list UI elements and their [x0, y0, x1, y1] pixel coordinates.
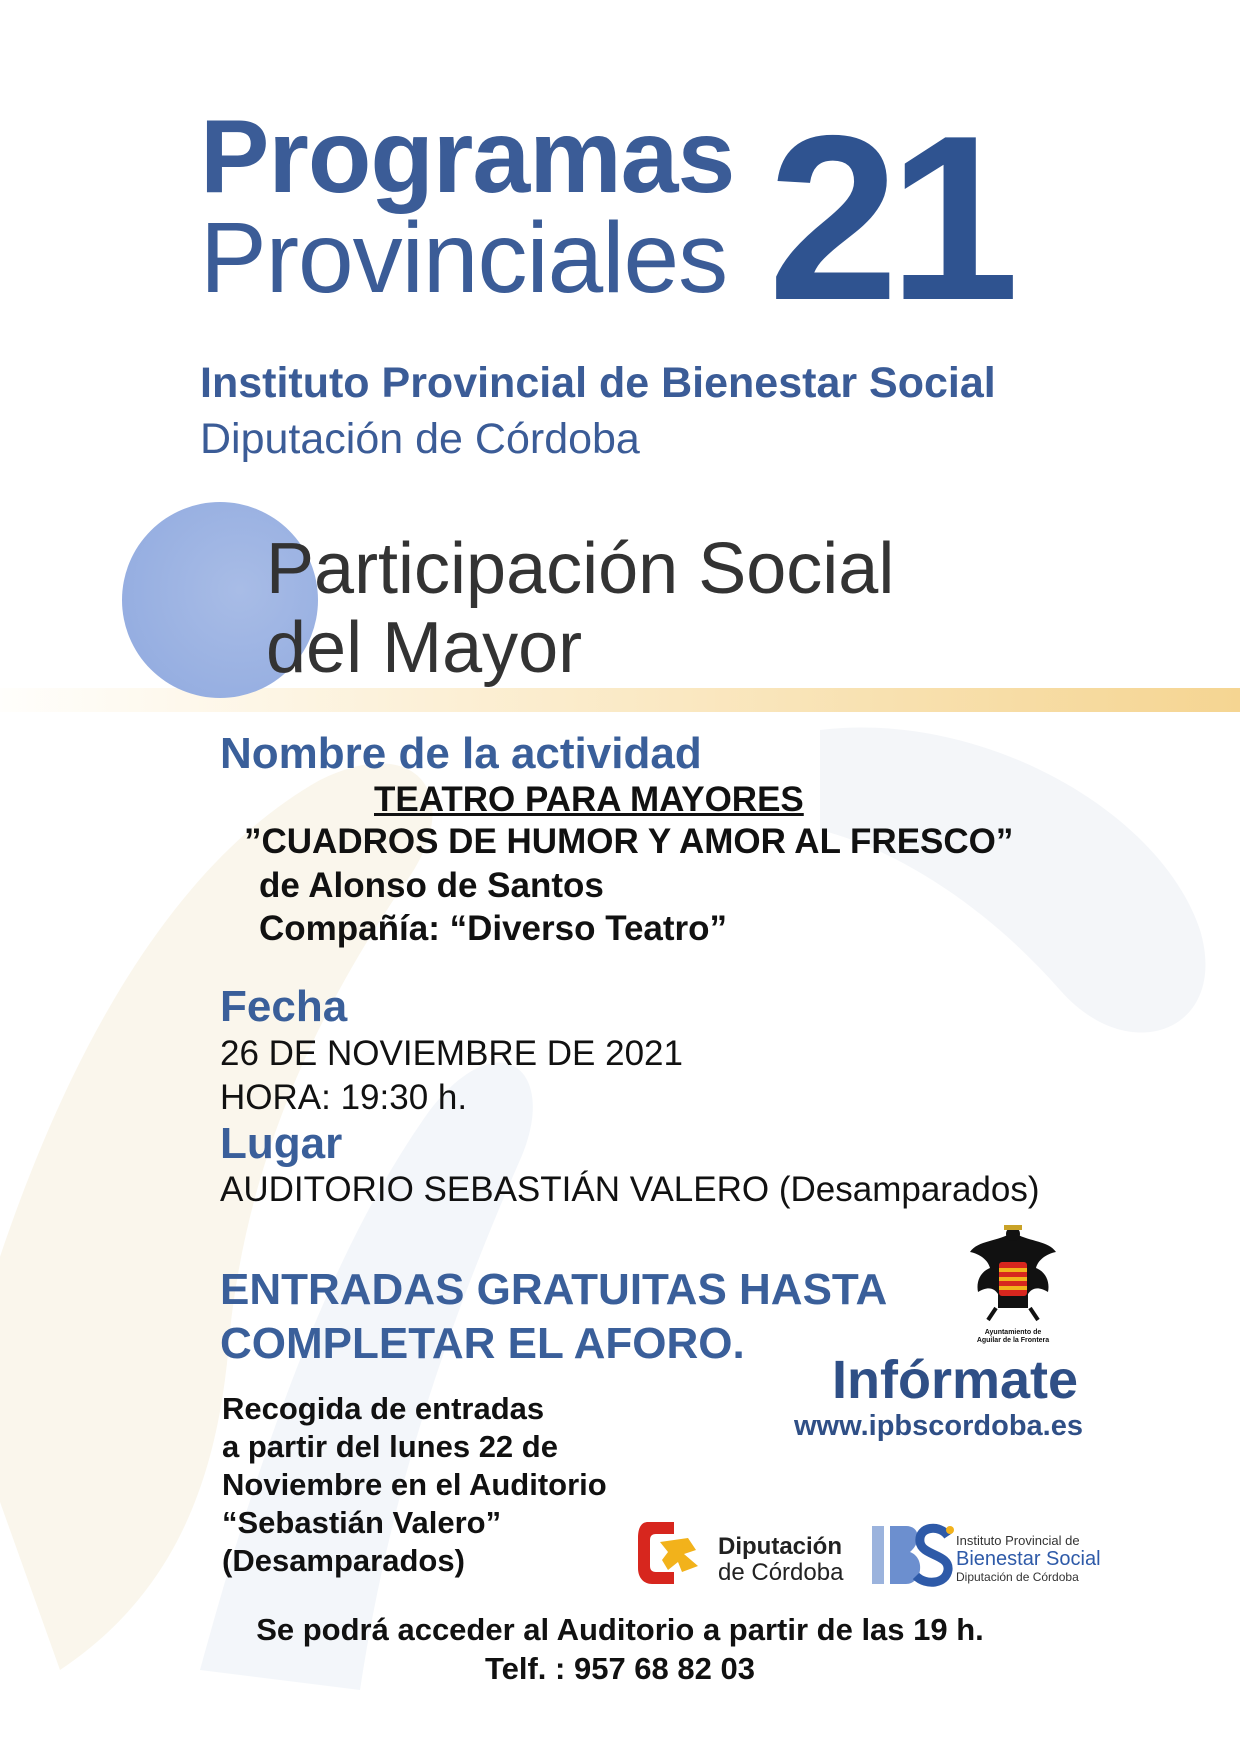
- municipal-seal: [968, 1222, 1058, 1345]
- activity-line3: de Alonso de Santos: [259, 866, 604, 905]
- info-title: Infórmate: [832, 1350, 1079, 1410]
- pickup-line: (Desamparados): [222, 1543, 465, 1578]
- tickets-line1: ENTRADAS GRATUITAS HASTA: [220, 1265, 888, 1314]
- logo-provinciales: Provinciales: [200, 202, 728, 314]
- seal-caption-line2: Aguilar de la Frontera: [976, 1337, 1050, 1344]
- activity-line2: ”CUADROS DE HUMOR Y AMOR AL FRESCO”: [244, 822, 1014, 861]
- diputacion-logo: [638, 1520, 710, 1586]
- place-label: Lugar: [220, 1119, 343, 1168]
- pickup-line: a partir del lunes 22 de: [222, 1429, 558, 1464]
- activity-line1: TEATRO PARA MAYORES: [374, 780, 804, 819]
- info-url[interactable]: www.ipbscordoba.es: [794, 1410, 1083, 1442]
- pickup-info: [222, 1390, 607, 1580]
- program-title: [266, 530, 894, 688]
- footer-phone: Telf. : 957 68 82 03: [485, 1651, 755, 1686]
- pickup-line: Noviembre en el Auditorio: [222, 1467, 607, 1502]
- program-title-line1: Participación Social: [266, 529, 895, 609]
- ipbs-logo-text: [956, 1533, 1101, 1584]
- footer-access: Se podrá acceder al Auditorio a partir de las 19 h.: [256, 1612, 984, 1647]
- date-value: 26 DE NOVIEMBRE DE 2021: [220, 1034, 683, 1073]
- place-value: AUDITORIO SEBASTIÁN VALERO (Desamparados): [220, 1170, 1040, 1209]
- pickup-line: Recogida de entradas: [222, 1391, 545, 1426]
- coat-of-arms-icon: [968, 1222, 1058, 1322]
- dip-logo-line1: Diputación: [718, 1533, 842, 1560]
- diputacion-name: Diputación de Córdoba: [200, 415, 640, 463]
- ipbs-logo-line2: Bienestar Social: [956, 1548, 1101, 1570]
- pickup-line: “Sebastián Valero”: [222, 1505, 502, 1540]
- diputacion-logo-text: [718, 1534, 843, 1586]
- time-value: HORA: 19:30 h.: [220, 1078, 468, 1117]
- tickets-line2: COMPLETAR EL AFORO.: [220, 1319, 745, 1368]
- activity-label: Nombre de la actividad: [220, 729, 702, 778]
- ipbs-emblem-icon: [870, 1522, 954, 1588]
- diputacion-emblem-icon: [638, 1520, 710, 1586]
- date-label: Fecha: [220, 982, 348, 1031]
- ipbs-logo-line1: Instituto Provincial de: [956, 1533, 1080, 1548]
- ipbs-logo: [870, 1522, 954, 1588]
- seal-caption-line1: Ayuntamiento de: [984, 1329, 1042, 1336]
- logo-programas: Programas: [200, 99, 735, 215]
- institute-name: Instituto Provincial de Bienestar Social: [200, 359, 996, 407]
- activity-line4: Compañía: “Diverso Teatro”: [259, 909, 728, 948]
- dip-logo-line2: de Córdoba: [718, 1559, 844, 1586]
- seal-caption: [968, 1329, 1058, 1345]
- logo-number: 21: [768, 86, 1010, 349]
- ipbs-logo-line3: Diputación de Córdoba: [956, 1570, 1079, 1584]
- program-title-line2: del Mayor: [266, 608, 583, 689]
